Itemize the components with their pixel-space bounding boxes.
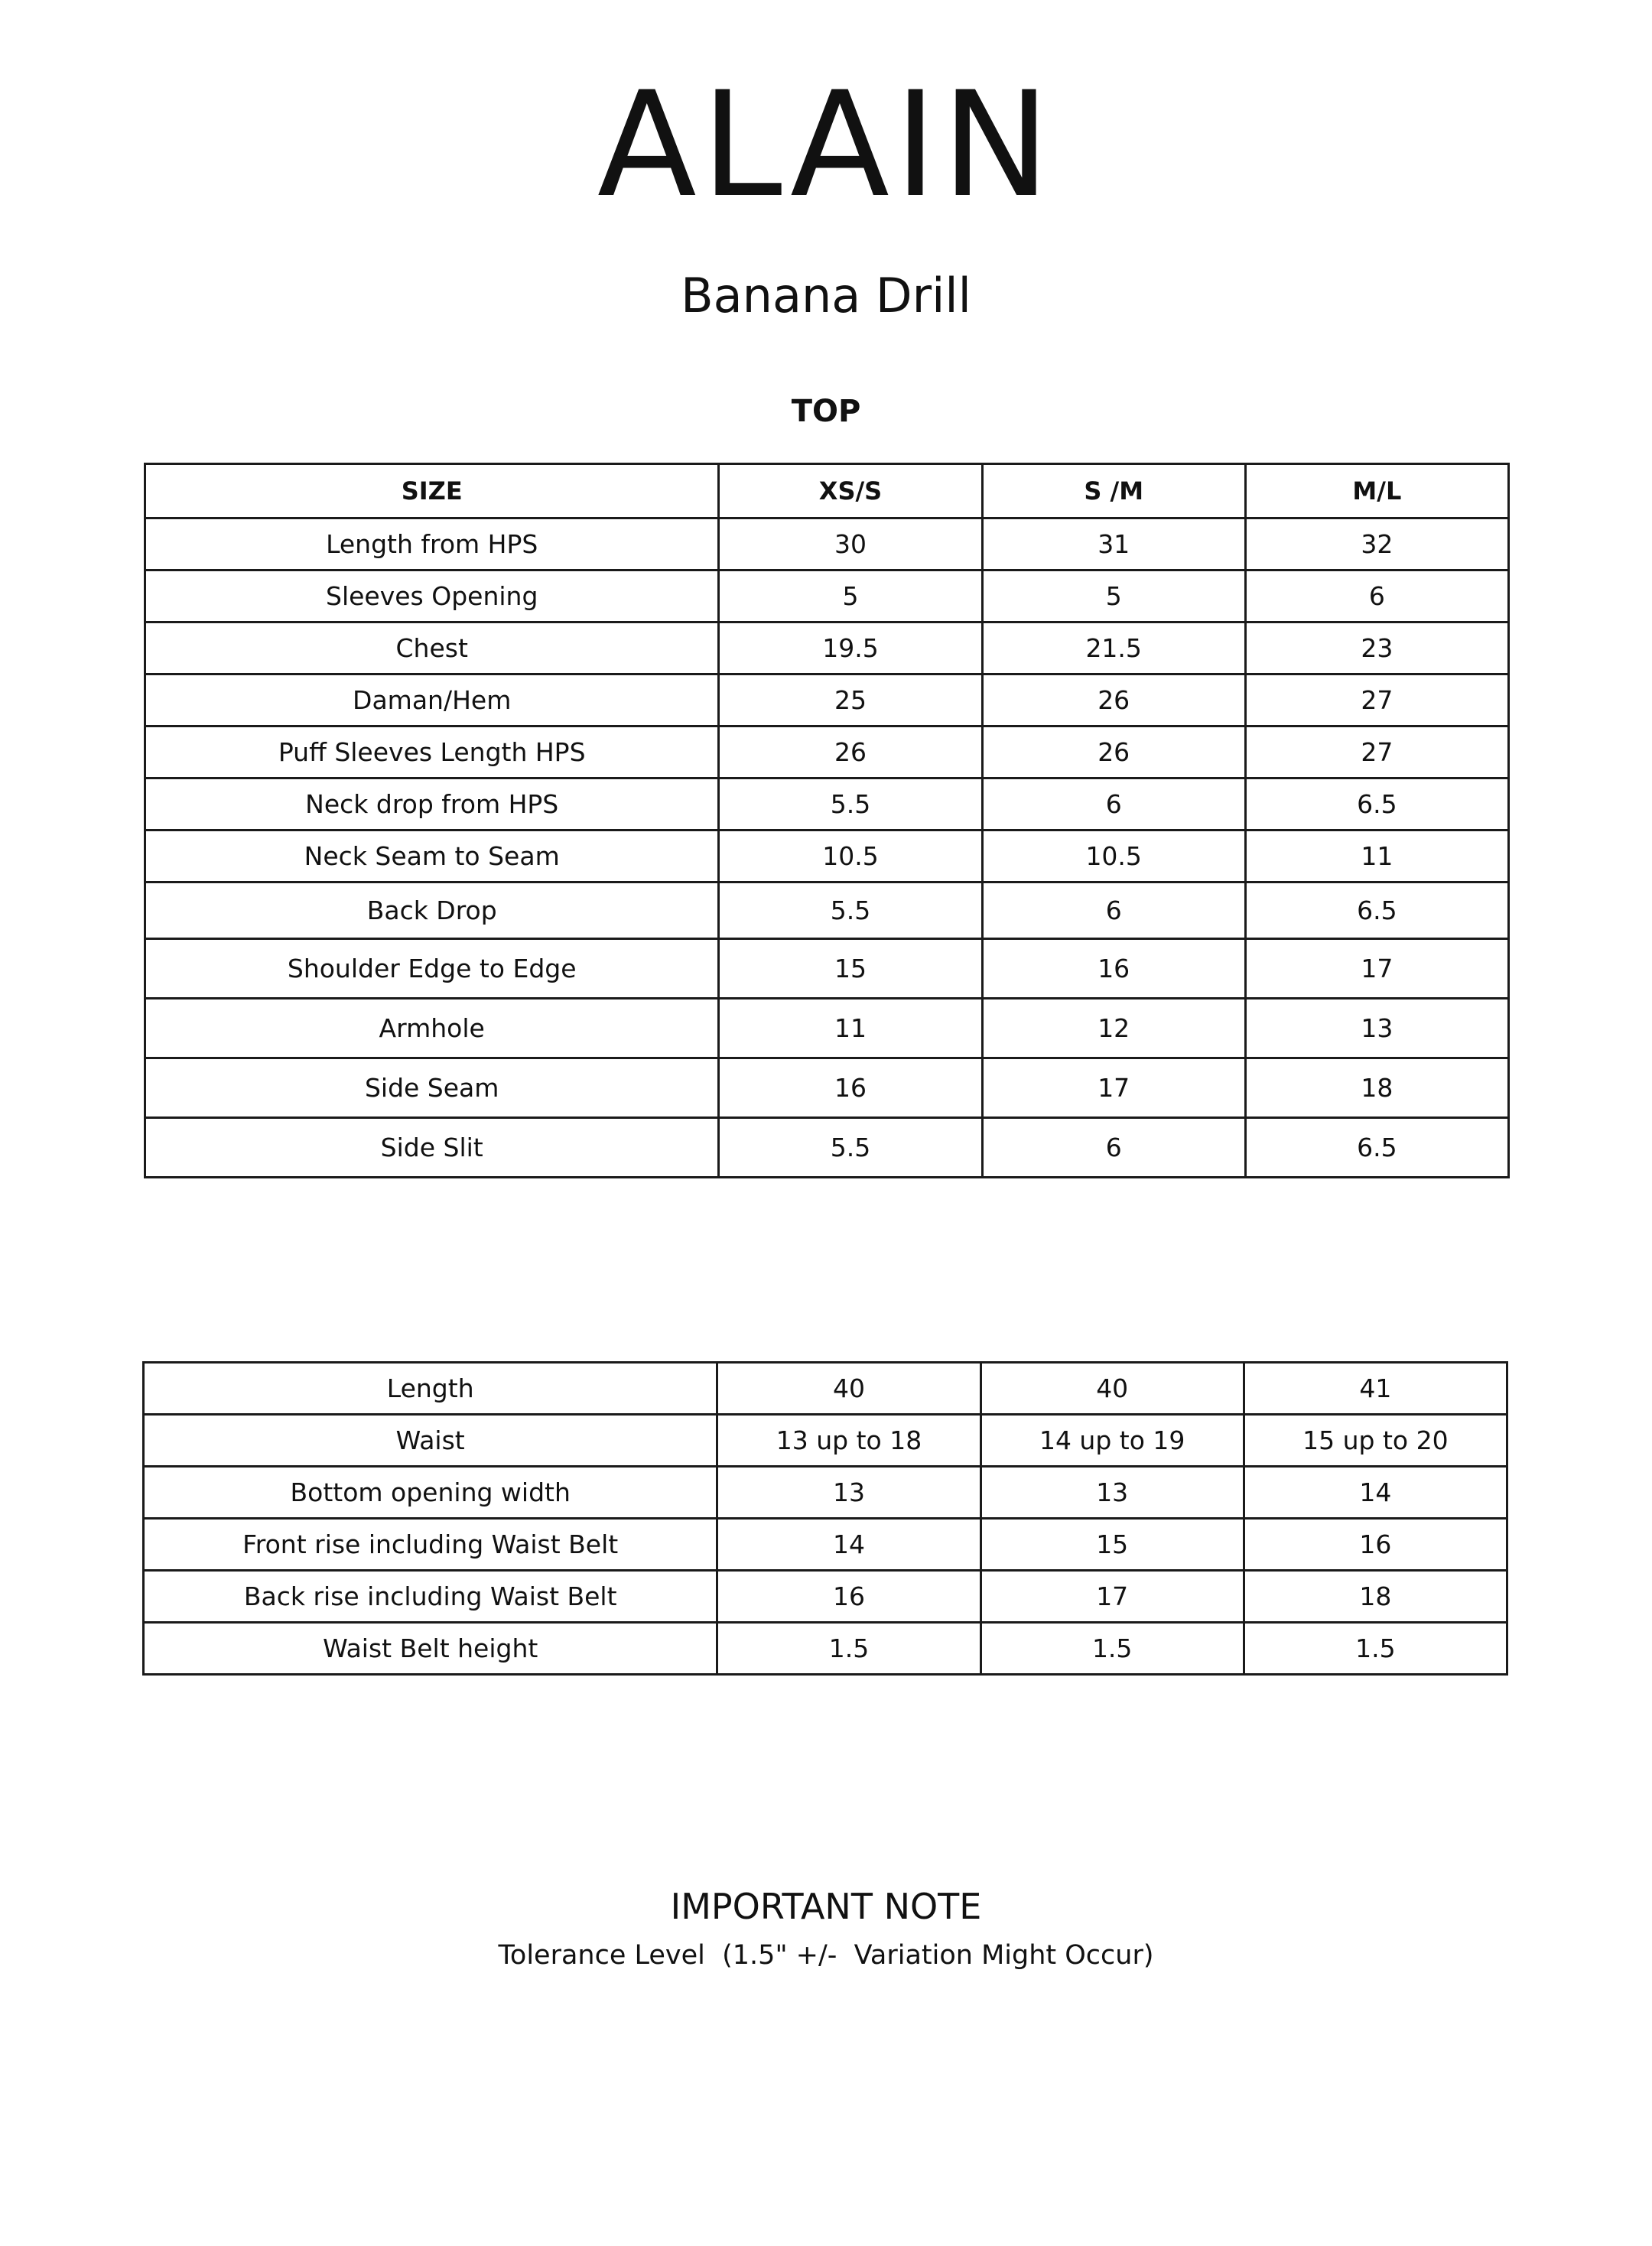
cell-value: 12 [982,999,1245,1058]
cell-value: 6 [982,778,1245,830]
cell-value: 13 [980,1467,1244,1519]
cell-value: 5.5 [719,882,982,939]
top-size-table [144,463,1510,1178]
table-row [145,939,1509,999]
cell-value: 13 [717,1467,980,1519]
cell-value: 5.5 [719,1118,982,1178]
row-label: Length from HPS [145,518,719,570]
cell-value: 11 [1245,830,1508,882]
row-label: Back rise including Waist Belt [144,1571,717,1623]
table-row [144,1519,1507,1571]
cell-value: 18 [1244,1571,1507,1623]
row-label: Armhole [145,999,719,1058]
cell-value: 17 [980,1571,1244,1623]
table-row [144,1467,1507,1519]
row-label: Length [144,1363,717,1415]
cell-value: 26 [982,674,1245,726]
cell-value: 32 [1245,518,1508,570]
row-label: Side Seam [145,1058,719,1118]
header-s-m: S /M [982,464,1245,518]
product-name: Banana Drill [681,268,971,323]
cell-value: 5 [982,570,1245,622]
cell-value: 21.5 [982,622,1245,674]
row-label: Front rise including Waist Belt [144,1519,717,1571]
cell-value: 16 [717,1571,980,1623]
header-size: SIZE [145,464,719,518]
table-row [144,1415,1507,1467]
row-label: Bottom opening width [144,1467,717,1519]
table-row [144,1363,1507,1415]
cell-value: 5 [719,570,982,622]
cell-value: 14 up to 19 [980,1415,1244,1467]
cell-value: 15 [719,939,982,999]
header-m-l: M/L [1245,464,1508,518]
cell-value: 1.5 [1244,1623,1507,1675]
cell-value: 5.5 [719,778,982,830]
table-row [144,1571,1507,1623]
row-label: Side Slit [145,1118,719,1178]
cell-value: 16 [982,939,1245,999]
cell-value: 1.5 [717,1623,980,1675]
cell-value: 40 [717,1363,980,1415]
table-row [145,1118,1509,1178]
important-note-title: IMPORTANT NOTE [670,1886,982,1927]
table-row [145,830,1509,882]
table-row [144,1623,1507,1675]
table-header-row [145,464,1509,518]
cell-value: 41 [1244,1363,1507,1415]
cell-value: 31 [982,518,1245,570]
cell-value: 6 [1245,570,1508,622]
header-xs-s: XS/S [719,464,982,518]
row-label: Neck Seam to Seam [145,830,719,882]
table-row [145,570,1509,622]
table-row [145,518,1509,570]
cell-value: 18 [1245,1058,1508,1118]
cell-value: 16 [719,1058,982,1118]
cell-value: 13 up to 18 [717,1415,980,1467]
cell-value: 10.5 [982,830,1245,882]
cell-value: 40 [980,1363,1244,1415]
row-label: Sleeves Opening [145,570,719,622]
cell-value: 16 [1244,1519,1507,1571]
row-label: Shoulder Edge to Edge [145,939,719,999]
cell-value: 26 [719,726,982,778]
cell-value: 1.5 [980,1623,1244,1675]
cell-value: 15 up to 20 [1244,1415,1507,1467]
cell-value: 19.5 [719,622,982,674]
tolerance-note: Tolerance Level (1.5" +/- Variation Might Occur) [498,1940,1154,1971]
cell-value: 26 [982,726,1245,778]
table-row [145,726,1509,778]
cell-value: 17 [1245,939,1508,999]
table-row [145,999,1509,1058]
table-row [145,778,1509,830]
cell-value: 10.5 [719,830,982,882]
row-label: Waist [144,1415,717,1467]
cell-value: 14 [1244,1467,1507,1519]
cell-value: 27 [1245,726,1508,778]
cell-value: 23 [1245,622,1508,674]
row-label: Neck drop from HPS [145,778,719,830]
brand-logo: ALAIN [597,60,1055,229]
cell-value: 30 [719,518,982,570]
table-row [145,882,1509,939]
cell-value: 6.5 [1245,1118,1508,1178]
cell-value: 6.5 [1245,882,1508,939]
top-section-title: TOP [791,394,861,429]
cell-value: 17 [982,1058,1245,1118]
table-row [145,674,1509,726]
row-label: Waist Belt height [144,1623,717,1675]
cell-value: 13 [1245,999,1508,1058]
cell-value: 25 [719,674,982,726]
bottom-size-table [142,1361,1508,1676]
row-label: Back Drop [145,882,719,939]
row-label: Daman/Hem [145,674,719,726]
cell-value: 14 [717,1519,980,1571]
cell-value: 6 [982,882,1245,939]
cell-value: 6 [982,1118,1245,1178]
table-row [145,622,1509,674]
row-label: Chest [145,622,719,674]
cell-value: 27 [1245,674,1508,726]
cell-value: 11 [719,999,982,1058]
row-label: Puff Sleeves Length HPS [145,726,719,778]
table-row [145,1058,1509,1118]
cell-value: 15 [980,1519,1244,1571]
cell-value: 6.5 [1245,778,1508,830]
